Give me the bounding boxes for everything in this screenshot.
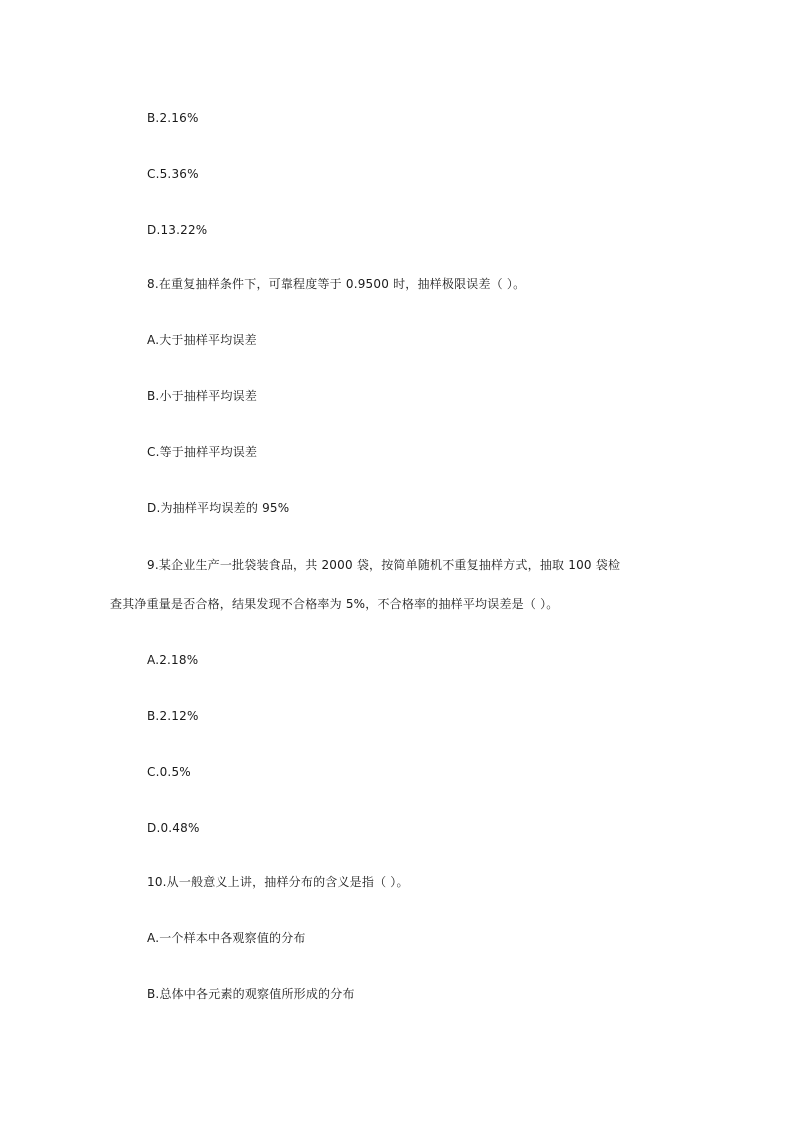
q8-option-d: D.为抽样平均误差的 95% (147, 501, 290, 515)
question-10: 10.从一般意义上讲，抽样分布的含义是指（ ）。 (147, 875, 409, 889)
question-9-line-1: 9.某企业生产一批袋装食品，共 2000 袋，按简单随机不重复抽样方式，抽取 100 袋检 (147, 558, 621, 572)
q7-option-c: C.5.36% (147, 167, 199, 181)
question-8: 8.在重复抽样条件下，可靠程度等于 0.9500 时，抽样极限误差（ ）。 (147, 277, 526, 291)
q8-option-b: B.小于抽样平均误差 (147, 389, 258, 403)
q9-option-a: A.2.18% (147, 653, 199, 667)
q10-option-b: B.总体中各元素的观察值所形成的分布 (147, 987, 355, 1001)
q9-option-b: B.2.12% (147, 709, 199, 723)
q9-option-c: C.0.5% (147, 765, 191, 779)
q8-option-c: C.等于抽样平均误差 (147, 445, 258, 459)
q7-option-d: D.13.22% (147, 223, 208, 237)
question-9-line-2: 查其净重量是否合格，结果发现不合格率为 5%，不合格率的抽样平均误差是（ ）。 (110, 597, 559, 611)
q10-option-a: A.一个样本中各观察值的分布 (147, 931, 306, 945)
q7-option-b: B.2.16% (147, 111, 199, 125)
q8-option-a: A.大于抽样平均误差 (147, 333, 257, 347)
q9-option-d: D.0.48% (147, 821, 200, 835)
